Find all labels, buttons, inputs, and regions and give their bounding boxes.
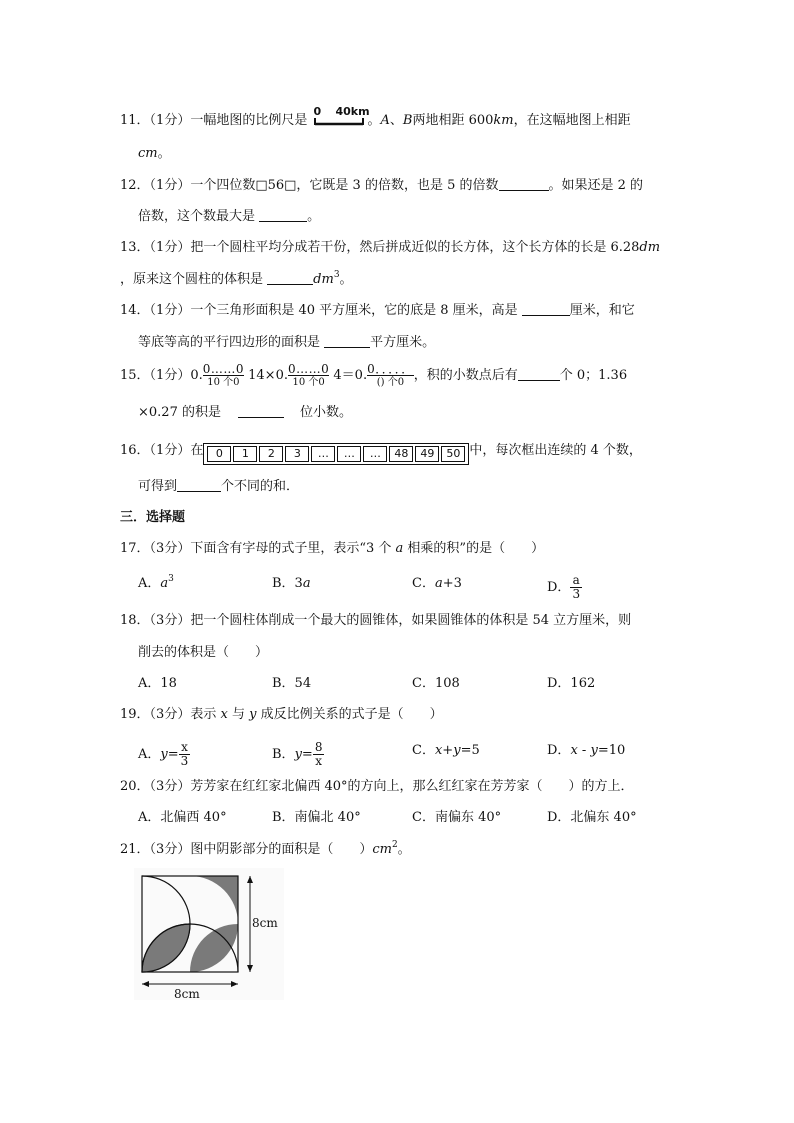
q16-blank[interactable] [177,477,221,492]
q20-option-c[interactable]: C．南偏东 40° [412,810,502,825]
q19b-fraction: $\frac{8}{x}$ [314,740,323,768]
sequence-cell: 0 [207,446,231,462]
q18-option-c[interactable]: C．108 [412,676,460,691]
q20-option-d[interactable]: D．北偏东 40° [547,810,637,825]
sequence-cell: … [311,446,335,462]
q19-option-c[interactable]: C．x+y=5 [412,743,480,758]
section-heading: 三．选择题 [120,510,186,525]
q15-blank-2[interactable] [238,403,284,418]
sequence-cell: 2 [259,446,283,462]
q20-option-b[interactable]: B．南偏北 40° [272,810,361,825]
scale-bar-icon [311,108,367,128]
q15-zeros-3: 0．．．．． () 个0 [367,361,414,388]
sequence-cell: 49 [415,446,439,462]
q18-line2: 削去的体积是（ ） [138,645,269,660]
q19-stem: 19．（3分）表示 x 与 y 成反比例关系的式子是（ ） [120,707,443,722]
q13-line1: 13．（1分）把一个圆柱平均分成若干份，然后拼成近似的长方体，这个长方体的长是 6.28dm [120,240,661,255]
q20-option-a[interactable]: A．北偏西 40° [138,810,227,825]
q20-stem: 20．（3分）芳芳家在红红家北偏西 40°的方向上，那么红红家在芳芳家（ ）的方上． [120,779,634,794]
q15-zeros-2: 0……0 10 个0 [287,361,330,388]
q14-blank-1[interactable] [522,301,570,316]
q17-option-c[interactable]: C．a+3 [412,576,462,591]
q18-option-b[interactable]: B．54 [272,676,312,691]
sequence-cell: 1 [233,446,257,462]
q17-option-b[interactable]: B．3a [272,576,311,591]
sequence-cell: … [363,446,387,462]
sequence-cell: 3 [285,446,309,462]
q17-option-a[interactable]: A．$a^3$ [138,574,174,591]
scale-bar: 0 40km [311,108,367,128]
shaded-area-figure [134,868,284,1000]
q11-line2: cm。 [138,146,171,161]
q16-line2: 可得到 个不同的和． [138,479,300,494]
q18-option-a[interactable]: A．18 [138,676,177,691]
sequence-cell: 48 [389,446,413,462]
sequence-cell: 50 [441,446,465,462]
q19a-fraction: $\frac{x}{3}$ [180,740,189,768]
q13-line2: ，原来这个圆柱的体积是 $dm^3$。 [120,270,353,287]
q21-stem: 21．（3分）图中阴影部分的面积是（ ）$cm^2$。 [120,840,411,857]
q12-blank-2[interactable] [259,207,307,222]
q11-line1: 11．（1分）一幅地图的比例尺是 0 40km 。A、B两地相距 600km，在这幅地图上相距 [120,105,631,128]
q12-line1: 12．（1分）一个四位数□56□，它既是 3 的倍数，也是 5 的倍数 。如果还是 2 的 [120,178,644,193]
q19-option-a[interactable]: A．y= $\frac{x}{3}$ [138,740,189,768]
q16-line1: 16．（1分）在 0 1 2 3 … … … 48 49 50 中，每次框出连续的 4 个数， [120,441,642,465]
q19-option-b[interactable]: B．y= $\frac{8}{x}$ [272,740,323,768]
q15-zeros-1: 0……0 10 个0 [202,361,244,388]
q18-line1: 18．（3分）把一个圆柱体削成一个最大的圆锥体，如果圆锥体的体积是 54 立方厘米，则 [120,613,632,628]
q18-option-d[interactable]: D．162 [547,676,596,691]
sequence-cell: … [337,446,361,462]
q15-blank-1[interactable] [518,366,560,381]
q13-blank[interactable] [267,270,313,285]
q14-blank-2[interactable] [324,333,370,348]
figure-drawing [134,868,284,1000]
number-sequence-box [203,443,469,465]
q14-line2: 等底等高的平行四边形的面积是 平方厘米。 [138,335,436,350]
q17-fraction: $\frac{a}{3}$ [572,573,581,601]
q15-line2: ×0.27 的积是 位小数。 [138,405,353,420]
q15-line1: 15．（1分）0. 0……0 10 个0 14×0. 0……0 10 个0 4＝0. 0．．．．． () 个0 ，积的小数点后有 个 0；1.36 [120,361,628,388]
q12-line2: 倍数，这个数最大是 。 [138,209,321,224]
q12-blank-1[interactable] [499,176,549,191]
q19-option-d[interactable]: D．x - y=10 [547,743,626,758]
q17-stem: 17．（3分）下面含有字母的式子里，表示“3 个 a 相乘的积”的是（ ） [120,541,545,556]
figure-right-label: 8cm [252,916,278,930]
q17-option-d[interactable]: D． $\frac{a}{3}$ [547,573,581,601]
figure-bottom-label: 8cm [174,987,200,1001]
q14-line1: 14．（1分）一个三角形面积是 40 平方厘米，它的底是 8 厘米，高是 厘米，和它 [120,303,635,318]
